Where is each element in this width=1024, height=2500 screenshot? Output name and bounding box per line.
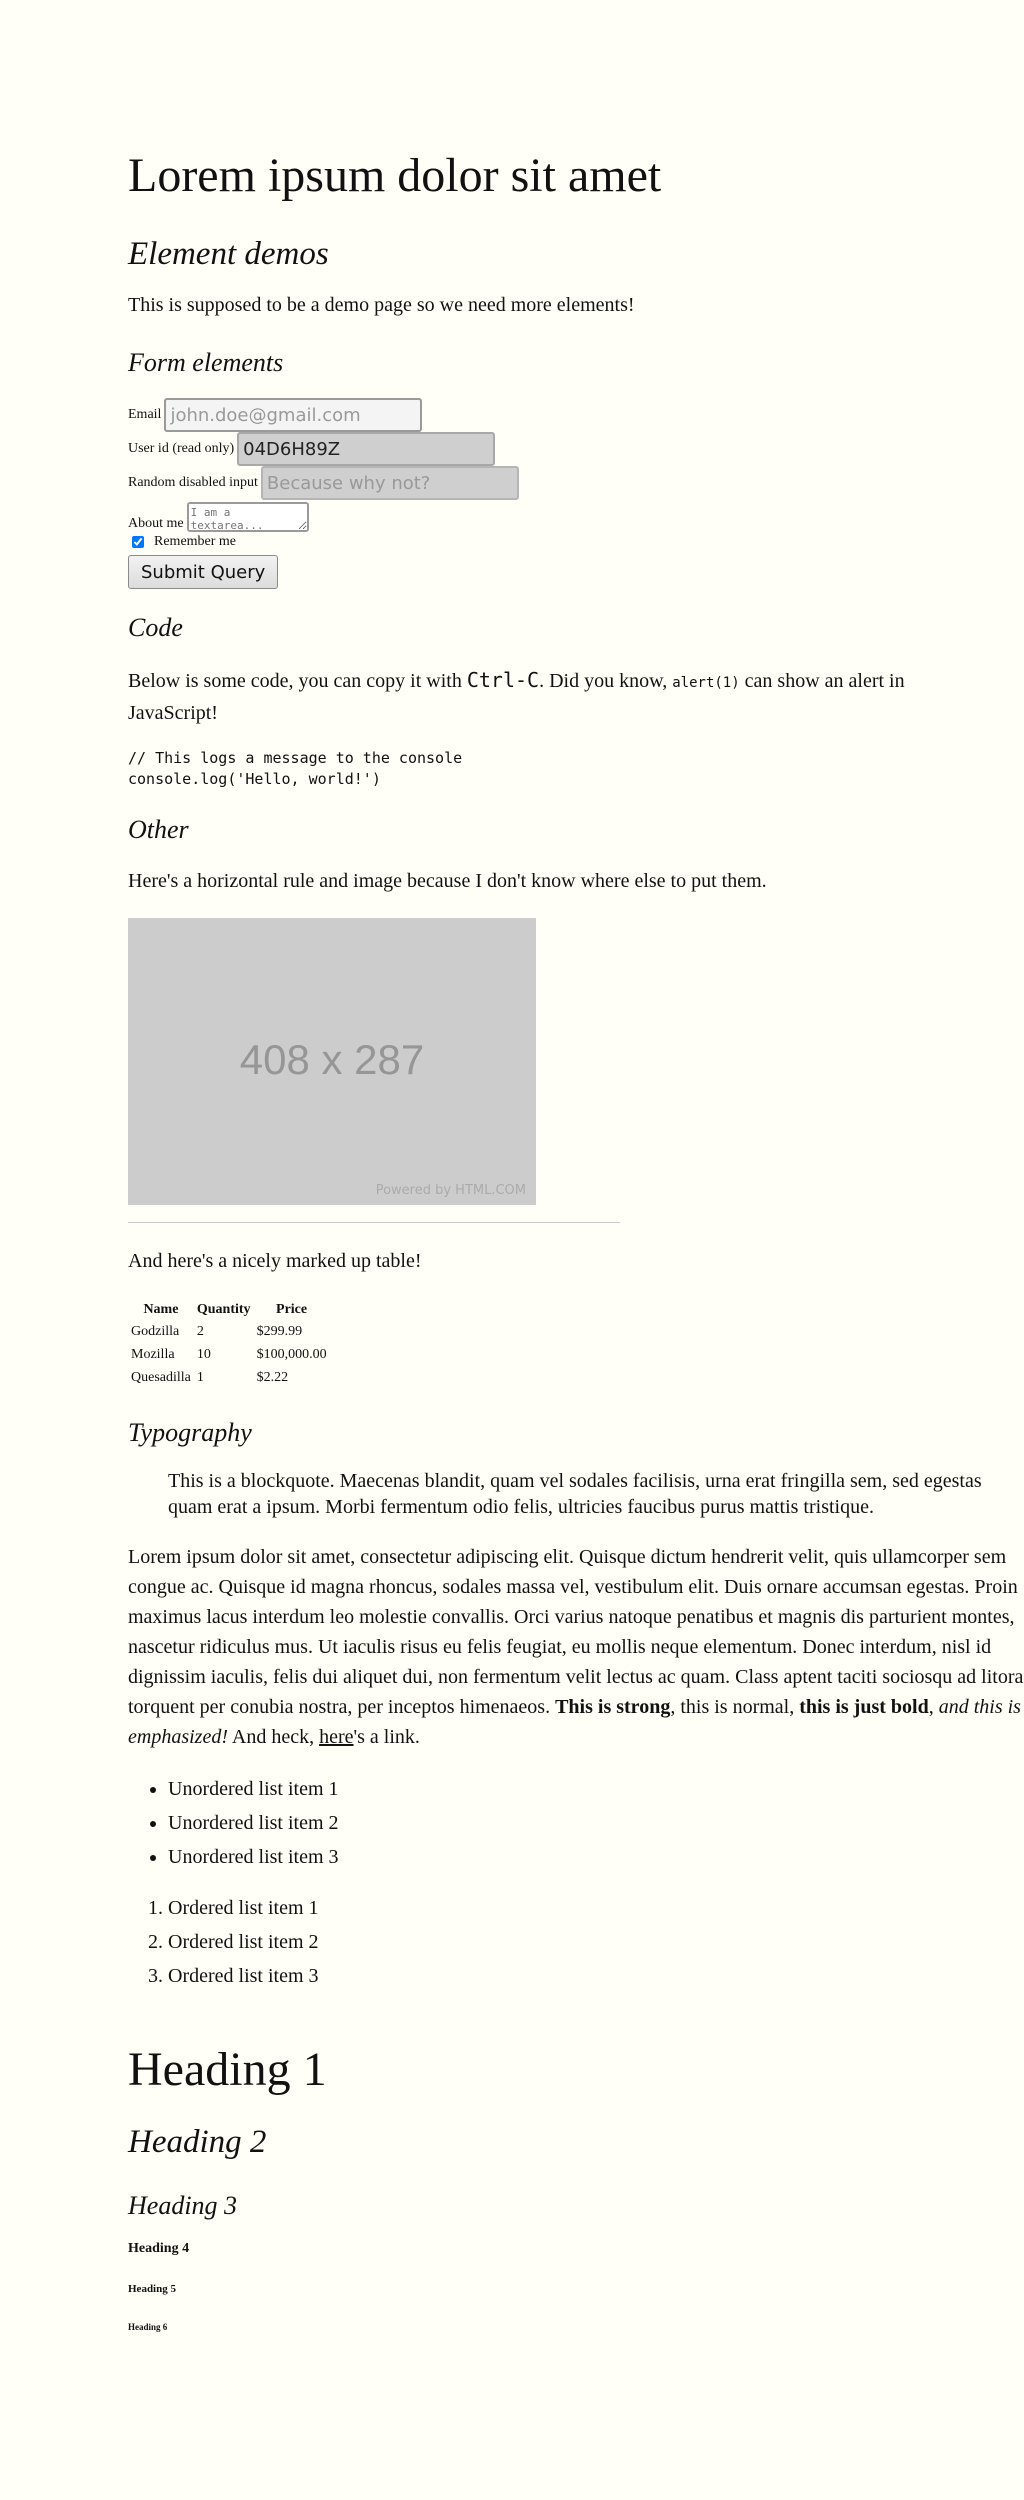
heading-5: Heading 5: [128, 2283, 176, 2295]
remember-label: Remember me: [154, 534, 237, 549]
table-header-row: [128, 1300, 330, 1320]
email-row: [128, 398, 422, 432]
code-block: // This logs a message to the console console.log('Hello, world!'): [128, 749, 463, 788]
other-text: Here's a horizontal rule and image because I don't know where else to put them.: [128, 870, 767, 892]
table-cell: $100,000.00: [256, 1346, 327, 1362]
here-link[interactable]: here: [319, 1726, 354, 1748]
page-title: Lorem ipsum dolor sit amet: [128, 149, 662, 202]
email-label: Email: [128, 407, 162, 422]
email-input[interactable]: [164, 398, 422, 432]
code-heading: Code: [128, 613, 183, 642]
table-cell: 2: [196, 1323, 204, 1339]
code-text-1: Below is some code, you can copy it with: [128, 670, 467, 692]
unordered-list: [128, 1772, 339, 1874]
userid-input[interactable]: [237, 432, 495, 466]
inline-code: alert(1): [672, 675, 740, 691]
typography-heading: Typography: [128, 1418, 252, 1447]
about-row: [128, 502, 309, 532]
emphasized-text: and this is emphasized!: [128, 1696, 1021, 1748]
list-item: 3. Ordered list item 3: [168, 1959, 319, 1993]
disabled-row: [128, 466, 519, 500]
lorem-text-2: , this is normal,: [670, 1696, 800, 1718]
lorem-paragraph: [128, 1542, 1024, 1752]
list-item: 1. Ordered list item 1: [168, 1891, 319, 1925]
heading-2: Heading 2: [128, 2124, 267, 2160]
intro-text: This is supposed to be a demo page so we need more elements!: [128, 294, 635, 316]
table-header-price: Price: [276, 1302, 308, 1317]
table-intro-text: And here's a nicely marked up table!: [128, 1250, 422, 1272]
strong-text: This is strong: [555, 1696, 671, 1718]
lorem-text-4: And heck,: [227, 1726, 320, 1748]
disabled-input: [261, 466, 519, 500]
code-text-3: can show an alert in JavaScript!: [128, 670, 905, 724]
remember-checkbox[interactable]: [132, 536, 144, 548]
list-item: 2. Ordered list item 2: [168, 1925, 319, 1959]
bold-text: this is just bold: [799, 1696, 929, 1718]
table-cell: $299.99: [256, 1323, 303, 1339]
image-size-text: 408 x 287: [239, 1036, 425, 1083]
section-title-element-demos: Element demos: [128, 236, 329, 272]
list-item: • Unordered list item 1: [168, 1772, 339, 1806]
list-item: • Unordered list item 3: [168, 1840, 339, 1874]
userid-row: [128, 432, 495, 466]
heading-3: Heading 3: [128, 2191, 238, 2220]
table-row: [128, 1366, 330, 1389]
heading-6: Heading 6: [128, 2322, 168, 2332]
form-elements-heading: Form elements: [128, 348, 284, 377]
kbd-shortcut: Ctrl-C: [466, 668, 540, 692]
remember-row: [132, 534, 239, 550]
other-heading: Other: [128, 815, 189, 844]
table-header-name: Name: [143, 1302, 179, 1317]
products-table: [128, 1300, 330, 1389]
table-row: [128, 1343, 330, 1366]
userid-label: User id (read only): [128, 441, 235, 456]
ordered-list: [128, 1891, 319, 1993]
list-item: • Unordered list item 2: [168, 1806, 339, 1840]
about-label: About me: [128, 516, 184, 531]
lorem-text-3: ,: [928, 1696, 939, 1718]
image-powered-text: Powered by HTML.COM: [375, 1183, 526, 1198]
submit-button[interactable]: Submit Query: [128, 555, 278, 589]
placeholder-image: [128, 918, 536, 1205]
table-cell: Mozilla: [131, 1346, 175, 1362]
code-text-2: . Did you know,: [539, 670, 673, 692]
heading-4: Heading 4: [128, 2241, 190, 2256]
lorem-text: Lorem ipsum dolor sit amet, consectetur adipiscing elit. Quisque dictum hendrerit velit, quis ullamcorper sem congue ac. Quisque id magna rhoncus, sodales massa vel, vestibulum elit. Duis ornare accumsan egestas. Proin maximus lacus interdum leo molestie convallis. Orci varius natoque penatibus et magnis dis parturient montes, nascetur ridiculus mus. Ut iaculis risus eu felis feugiat, eu mollis neque elementum. Donec interdum, nisl id dignissim iaculis, felis dui aliquet dui, non fermentum velit lectus ac quam. Class aptent taciti sociosqu ad litora torquent per conubia nostra, per inceptos himenaeos.: [128, 1546, 1024, 1718]
code-intro-text: [128, 665, 988, 728]
horizontal-rule: [128, 1222, 620, 1223]
lorem-text-5: 's a link.: [353, 1726, 420, 1748]
table-cell: 10: [196, 1346, 211, 1362]
table-row: [128, 1320, 330, 1343]
table-cell: Godzilla: [131, 1323, 180, 1339]
table-cell: $2.22: [256, 1369, 289, 1385]
table-cell: Quesadilla: [131, 1369, 191, 1385]
heading-1: Heading 1: [128, 2043, 327, 2096]
table-cell: 1: [196, 1369, 204, 1385]
disabled-input-label: Random disabled input: [128, 475, 258, 490]
blockquote: This is a blockquote. Maecenas blandit, quam vel sodales facilisis, urna erat fringilla sem, sed egestas quam erat a ipsum. Morbi fermentum odio felis, ultricies faucibus purus mattis tristique.: [168, 1470, 982, 1518]
table-header-quantity: Quantity: [196, 1302, 251, 1317]
about-textarea[interactable]: [187, 502, 309, 532]
